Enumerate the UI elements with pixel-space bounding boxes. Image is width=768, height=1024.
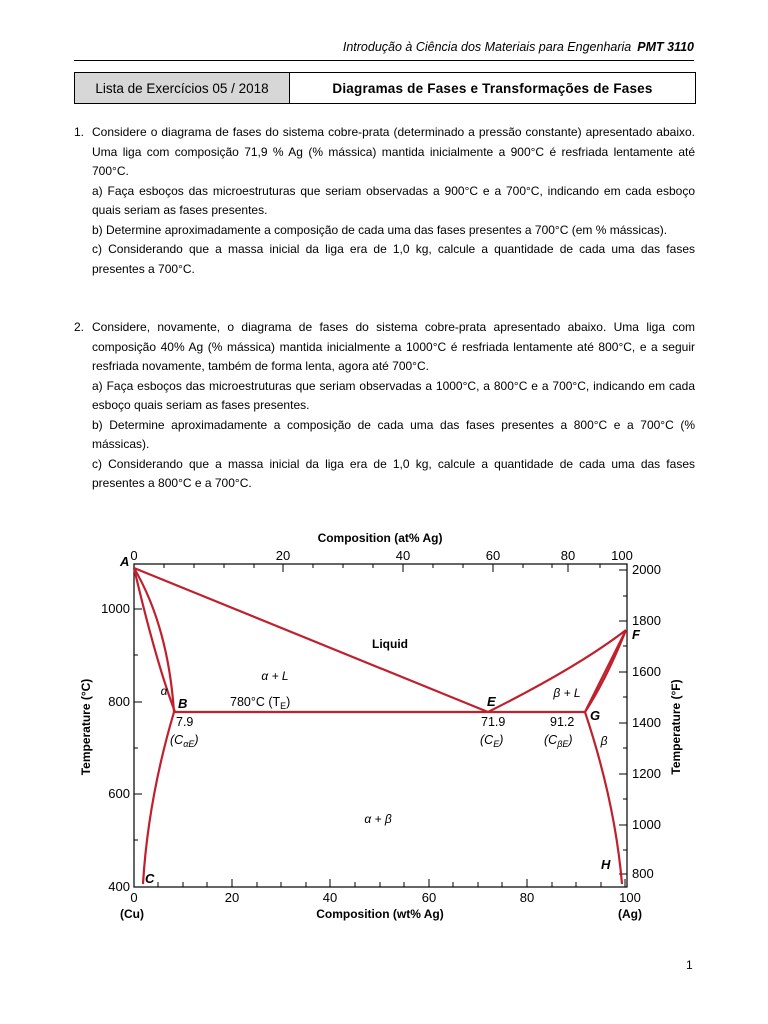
question-part-b: b) Determine aproximadamente a composição de cada uma das fases presentes a 700°C (em % mássicas). (92, 222, 668, 237)
point-h-label: H (601, 857, 611, 872)
beta-liquid-label: β + L (553, 686, 581, 700)
point-b-label: B (178, 696, 188, 711)
tick-label: 1000 (101, 601, 130, 616)
tick-label: 0 (130, 548, 138, 563)
point-g-label: G (590, 708, 601, 723)
point-f-label: F (632, 627, 640, 642)
tick-label: 40 (322, 890, 338, 905)
eutectic-temp-label: 780°C $(T_E)$ (230, 695, 291, 711)
cae-label: $(C_{\alpha E})$ (170, 733, 199, 749)
question-intro: Considere o diagrama de fases do sistema cobre-prata (determinado a pressão constante) apresentado abaixo. Uma liga com composição 71,9 % Ag (% mássica) mantida inicialmente a 900°C é resfriada lentamente até 700°C. (92, 125, 695, 178)
eutectic-annotations (170, 695, 574, 749)
question-number: 2. (74, 320, 85, 334)
ce-value: 71.9 (481, 715, 506, 729)
alpha-label: α (160, 684, 168, 698)
course-title: Introdução à Ciência dos Materiais para Engenharia (342, 40, 632, 54)
tick-label: 100 (619, 890, 641, 905)
title-box (74, 72, 696, 104)
right-axis-title: Temperature (°F) (669, 679, 683, 775)
top-axis-ticks (134, 564, 600, 572)
question-2 (74, 318, 695, 494)
tick-label: 1800 (632, 613, 661, 628)
cbe-value: 91.2 (550, 715, 575, 729)
alpha-beta-label: α + β (364, 812, 392, 826)
tick-label: 60 (421, 890, 437, 905)
tick-label: 40 (395, 548, 411, 563)
question-number: 1. (74, 125, 85, 139)
tick-label: 800 (108, 694, 130, 709)
alpha-liquid-label: α + L (261, 669, 289, 683)
liquidus-alpha-line (134, 568, 488, 712)
question-intro: Considere, novamente, o diagrama de fases do sistema cobre-prata apresentado abaixo. Uma liga com composição 40% Ag (% mássica) mantida inicialmente a 1000°C é resfriada lentamente até 800°C, e a seguir resfriada novamente, também de forma lenta, agora até 700°C. (92, 320, 695, 373)
beta-label: β (600, 734, 608, 748)
question-1 (74, 123, 695, 279)
cu-end-label: (Cu) (120, 907, 144, 921)
left-axis-ticks (134, 609, 142, 840)
tick-label: 60 (485, 548, 501, 563)
cu-ag-phase-diagram (70, 522, 700, 927)
page-number: 1 (686, 958, 693, 972)
tick-label: 80 (560, 548, 576, 563)
solidus-alpha-line (134, 568, 175, 712)
tick-label: 80 (519, 890, 535, 905)
point-e-label: E (487, 694, 496, 709)
tick-label: 1600 (632, 664, 661, 679)
tick-label: 20 (224, 890, 240, 905)
page-header (74, 40, 694, 60)
right-tick-labels (632, 562, 661, 881)
left-tick-labels (101, 601, 130, 894)
ag-end-label: (Ag) (618, 907, 642, 921)
question-part-c: c) Considerando que a massa inicial da liga era de 1,0 kg, calcule a quantidade de cada uma das fases presentes a 700°C. (92, 242, 695, 276)
tick-label: 1200 (632, 766, 661, 781)
ce-label: $(C_E)$ (480, 733, 504, 749)
question-part-a: a) Faça esboços das microestruturas que seriam observadas a 900°C e a 700°C, indicando em cada esboço quais seriam as fases presentes. (92, 183, 695, 217)
tick-label: 100 (611, 548, 633, 563)
question-part-a: a) Faça esboços das microestruturas que seriam observadas a 1000°C, a 800°C e a 700°C, indicando em cada esboço quais seriam as fases presentes. (92, 378, 695, 412)
left-axis-title: Temperature (°C) (79, 678, 93, 776)
liquid-label: Liquid (372, 637, 408, 651)
question-part-c: c) Considerando que a massa inicial da liga era de 1,0 kg, calcule a quantidade de cada uma das fases presentes a 800°C e a 700°C. (92, 456, 695, 490)
point-a-label: A (120, 554, 130, 569)
tick-label: 20 (275, 548, 291, 563)
cbe-label: $(C_{\beta E})$ (544, 733, 573, 749)
tick-label: 1400 (632, 715, 661, 730)
tick-label: 1000 (632, 817, 661, 832)
exercise-list-label: Lista de Exercícios 05 / 2018 (75, 73, 290, 103)
top-tick-labels (130, 548, 632, 563)
course-code: PMT 3110 (637, 40, 694, 54)
cae-value: 7.9 (176, 715, 194, 729)
right-axis-ticks (619, 570, 627, 874)
tick-label: 800 (632, 866, 654, 881)
tick-label: 600 (108, 786, 130, 801)
point-c-label: C (145, 871, 155, 886)
question-part-b: b) Determine aproximadamente a composição de cada uma das fases presentes a 800°C e a 700°C (% mássicas). (92, 417, 695, 451)
exercise-topic: Diagramas de Fases e Transformações de Fases (332, 80, 653, 96)
beta-solvus-upper (585, 630, 626, 712)
tick-label: 2000 (632, 562, 661, 577)
top-axis-title: Composition (at% Ag) (317, 531, 443, 545)
bottom-axis-ticks (134, 879, 625, 887)
region-labels (161, 637, 608, 826)
tick-label: 0 (130, 890, 138, 905)
header-rule (74, 60, 694, 61)
bottom-axis-title: Composition (wt% Ag) (316, 907, 444, 921)
tick-label: 400 (108, 879, 130, 894)
